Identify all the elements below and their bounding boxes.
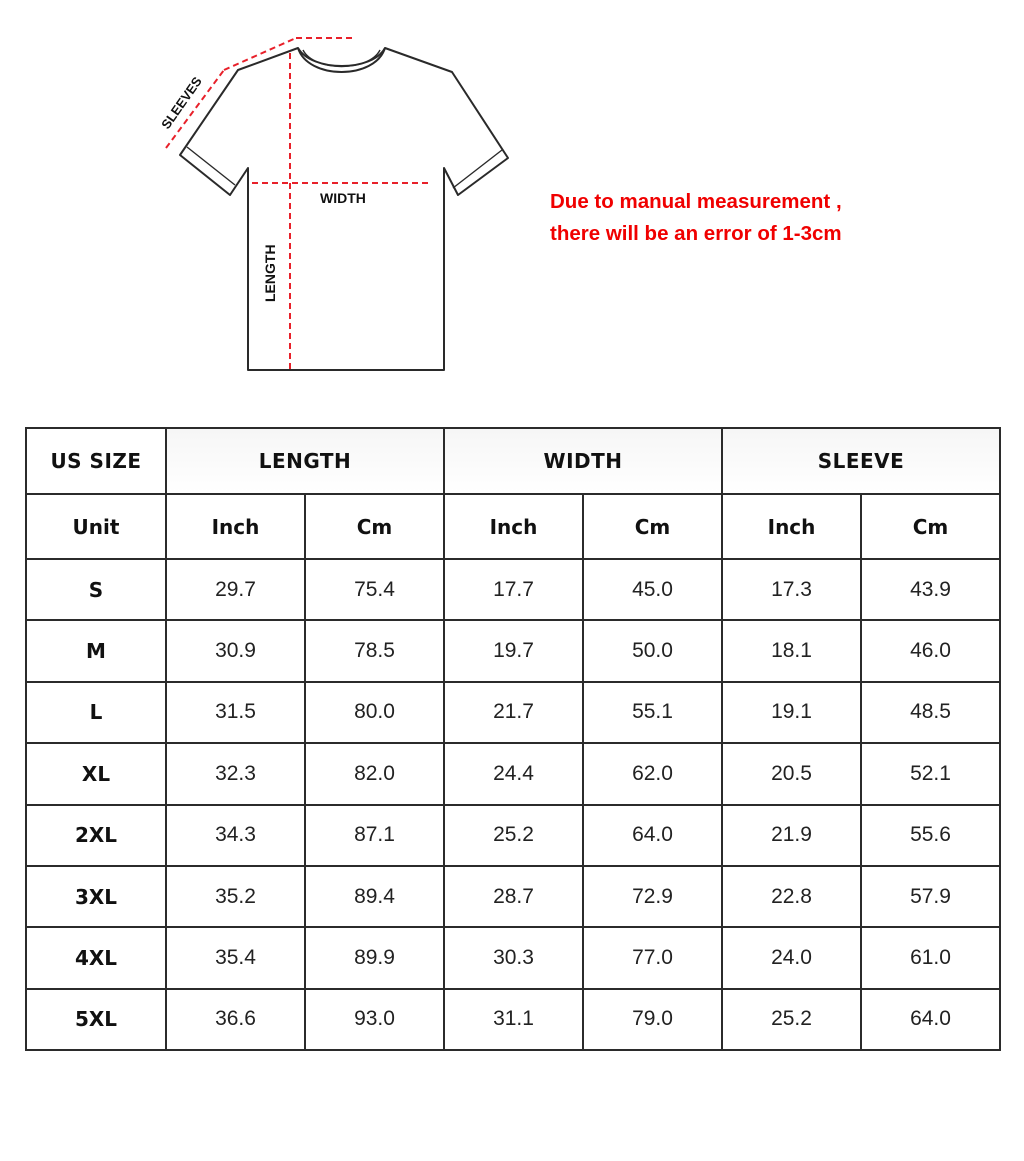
value-cell: 35.4 [166,927,305,988]
value-cell: 18.1 [722,620,861,681]
sleeves-label: SLEEVES [158,73,205,132]
sleeve-header: SLEEVE [722,428,1000,494]
table-row [26,866,1000,927]
disclaimer-line-1: Due to manual measurement , [550,190,842,213]
value-cell: 80.0 [305,682,444,743]
value-cell: 61.0 [861,927,1000,988]
tshirt-outline [180,48,508,370]
value-cell: 17.7 [444,559,583,620]
value-cell: 64.0 [583,805,722,866]
disclaimer-line-2: there will be an error of 1-3cm [550,222,842,245]
value-cell: 48.5 [861,682,1000,743]
value-cell: 45.0 [583,559,722,620]
value-cell: 62.0 [583,743,722,804]
value-cell: 43.9 [861,559,1000,620]
value-cell: 29.7 [166,559,305,620]
value-cell: 55.6 [861,805,1000,866]
value-cell: 19.1 [722,682,861,743]
value-cell: 17.3 [722,559,861,620]
value-cell: 89.9 [305,927,444,988]
value-cell: 30.3 [444,927,583,988]
value-cell: 89.4 [305,866,444,927]
value-cell: 25.2 [722,989,861,1050]
value-cell: 75.4 [305,559,444,620]
value-cell: 36.6 [166,989,305,1050]
value-cell: 21.9 [722,805,861,866]
table-row [26,559,1000,620]
value-cell: 50.0 [583,620,722,681]
value-cell: 55.1 [583,682,722,743]
value-cell: 35.2 [166,866,305,927]
value-cell: 77.0 [583,927,722,988]
value-cell: 30.9 [166,620,305,681]
length-header: LENGTH [166,428,444,494]
value-cell: 34.3 [166,805,305,866]
unit-header: Cm [583,494,722,559]
value-cell: 25.2 [444,805,583,866]
unit-header: Inch [722,494,861,559]
table-row [26,743,1000,804]
value-cell: 64.0 [861,989,1000,1050]
value-cell: 52.1 [861,743,1000,804]
size-cell: S [26,559,166,620]
us-size-header: US SIZE [26,428,166,494]
unit-header: Inch [166,494,305,559]
table-unit-row [26,494,1000,559]
value-cell: 57.9 [861,866,1000,927]
value-cell: 19.7 [444,620,583,681]
size-cell: XL [26,743,166,804]
table-row [26,927,1000,988]
measurement-lines [166,38,432,370]
value-cell: 20.5 [722,743,861,804]
value-cell: 78.5 [305,620,444,681]
table-row [26,620,1000,681]
length-label: LENGTH [262,244,278,302]
value-cell: 22.8 [722,866,861,927]
table-row [26,805,1000,866]
size-cell: 4XL [26,927,166,988]
size-cell: 5XL [26,989,166,1050]
value-cell: 72.9 [583,866,722,927]
unit-header: Cm [861,494,1000,559]
size-cell: M [26,620,166,681]
value-cell: 28.7 [444,866,583,927]
table-row [26,682,1000,743]
value-cell: 32.3 [166,743,305,804]
table-group-header-row [26,428,1000,494]
value-cell: 31.1 [444,989,583,1050]
unit-header: Cm [305,494,444,559]
size-cell: 2XL [26,805,166,866]
value-cell: 93.0 [305,989,444,1050]
value-cell: 82.0 [305,743,444,804]
size-cell: 3XL [26,866,166,927]
value-cell: 87.1 [305,805,444,866]
unit-label: Unit [26,494,166,559]
size-chart-table [25,427,1001,1051]
unit-header: Inch [444,494,583,559]
measurement-disclaimer [550,186,990,250]
value-cell: 24.0 [722,927,861,988]
value-cell: 46.0 [861,620,1000,681]
value-cell: 24.4 [444,743,583,804]
size-cell: L [26,682,166,743]
value-cell: 31.5 [166,682,305,743]
tshirt-diagram [140,20,540,390]
shoulder-line [224,38,296,70]
table-row [26,989,1000,1050]
width-header: WIDTH [444,428,722,494]
value-cell: 21.7 [444,682,583,743]
value-cell: 79.0 [583,989,722,1050]
width-label: WIDTH [320,190,366,206]
